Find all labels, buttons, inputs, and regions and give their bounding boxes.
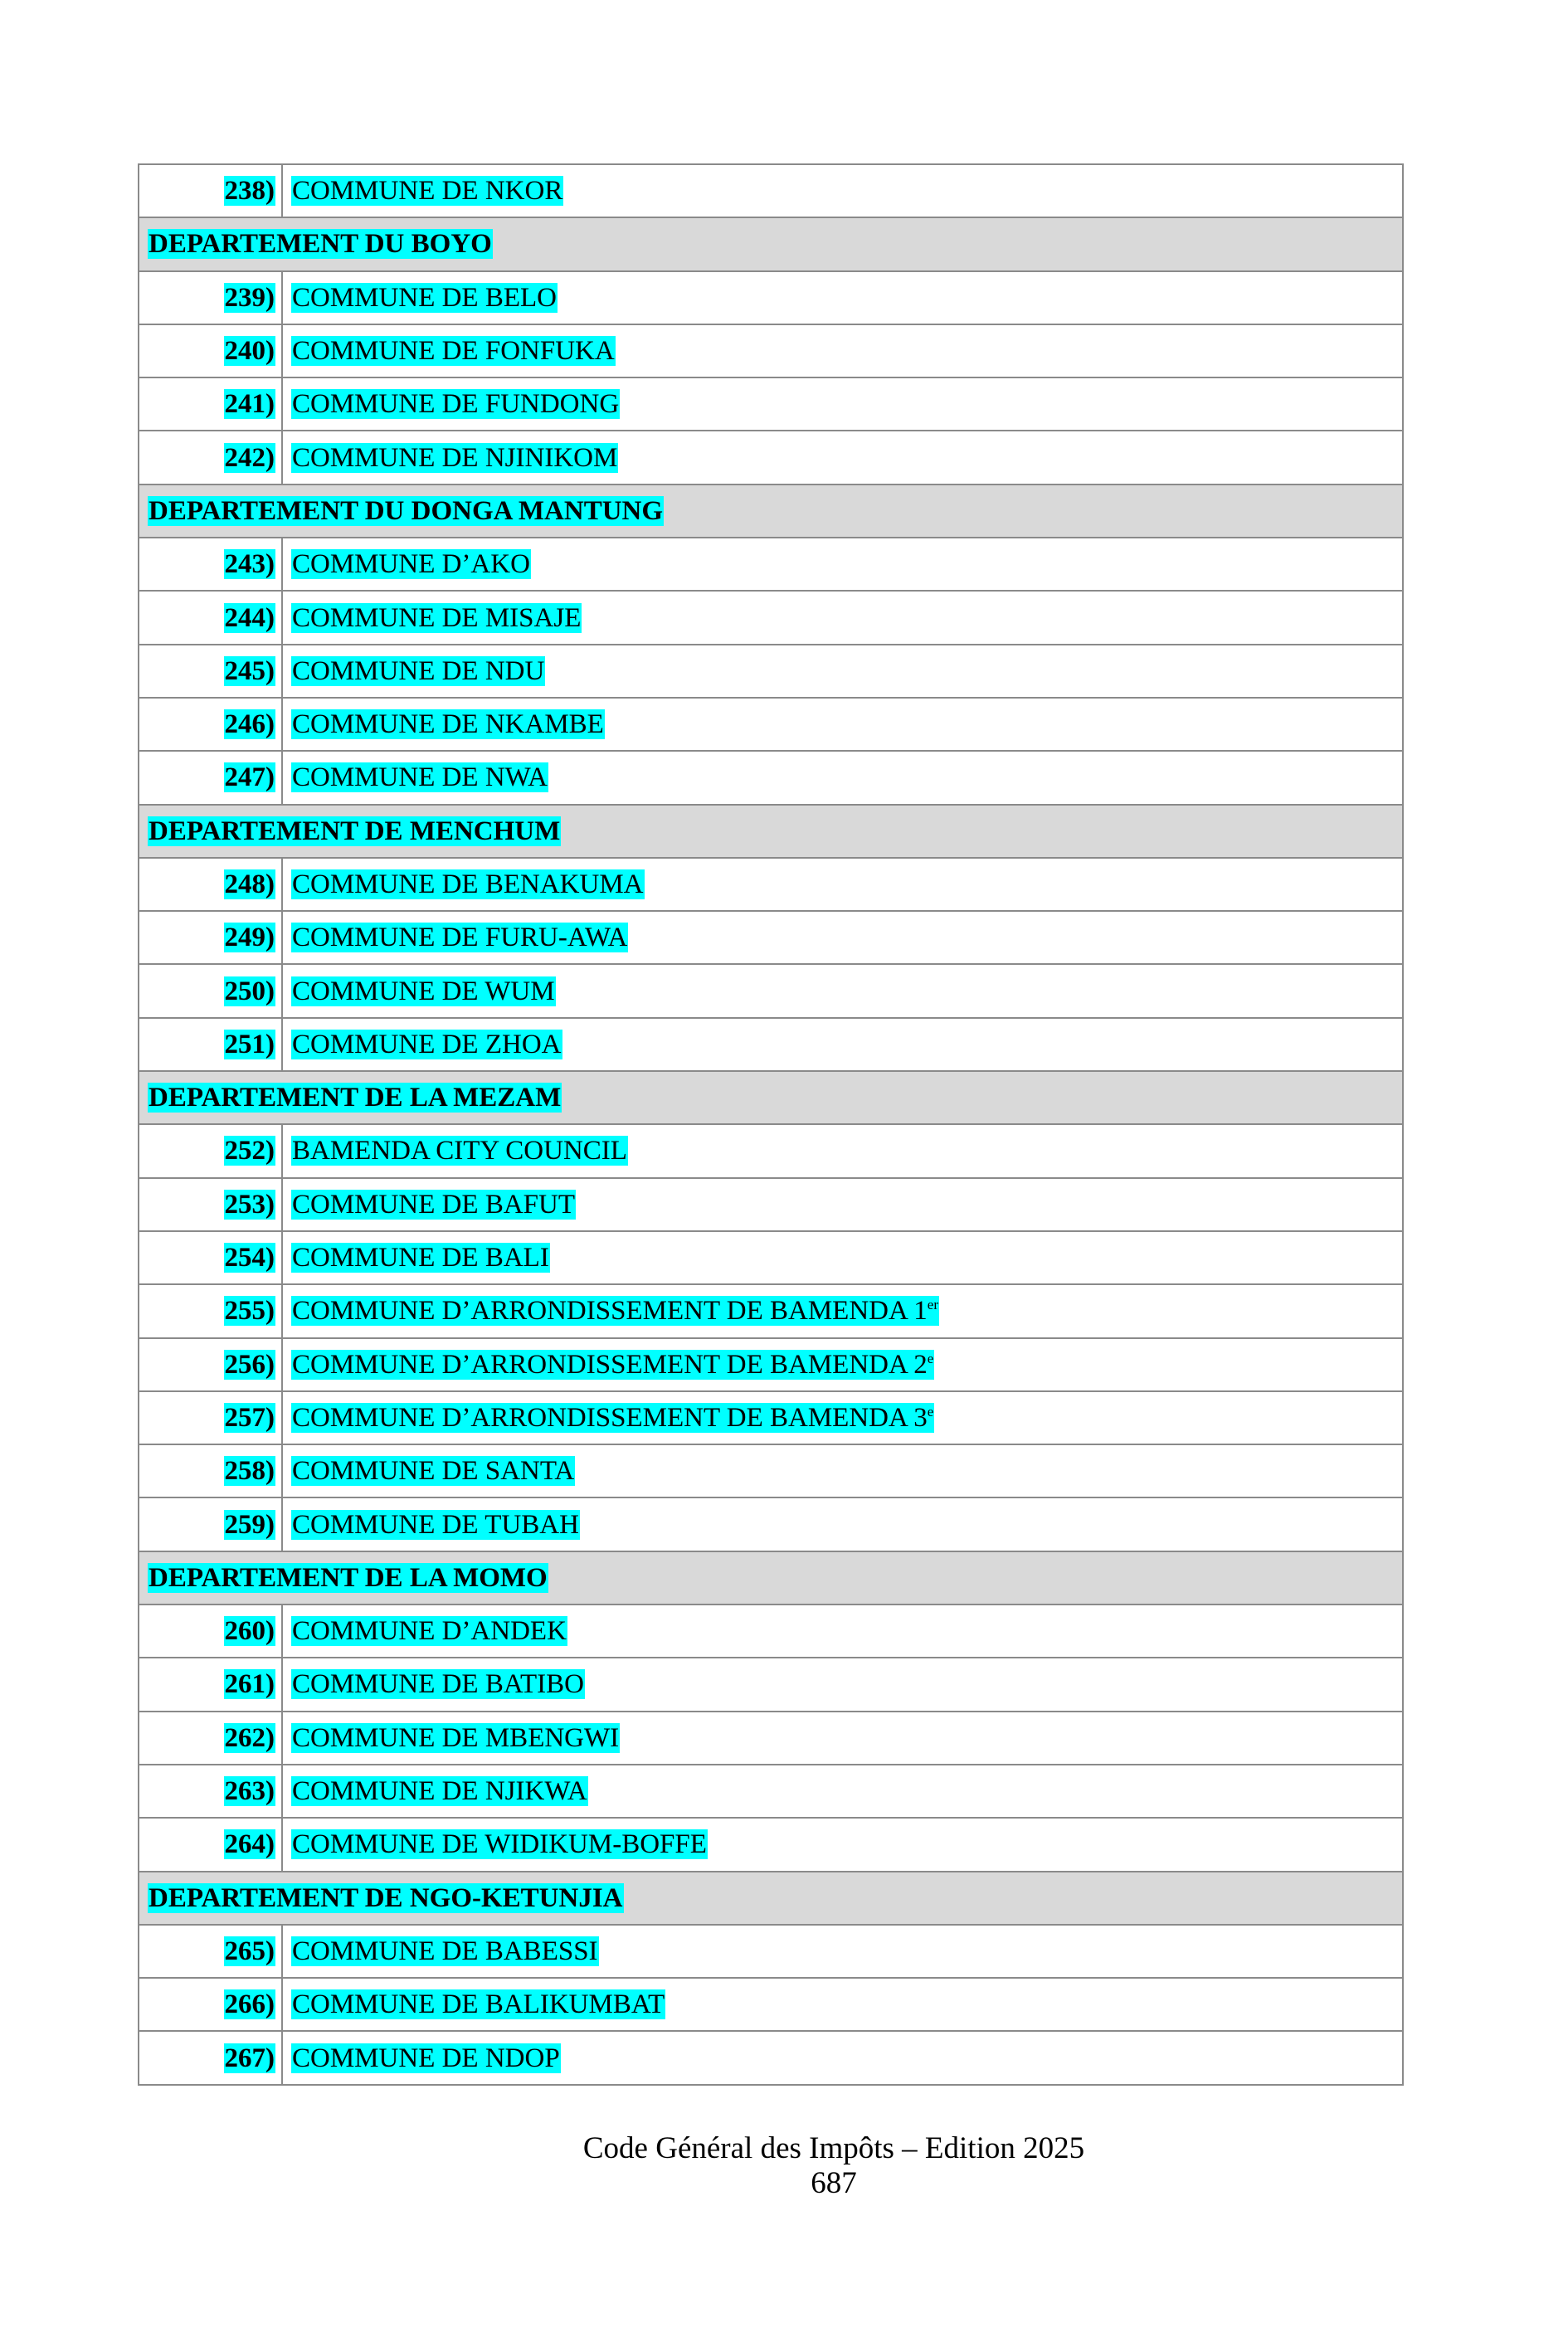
number-cell (139, 1712, 283, 1764)
commune-row (139, 538, 1402, 592)
commune-name: COMMUNE DE NWA (292, 762, 548, 793)
commune-name-highlight (291, 1456, 575, 1486)
commune-name-highlight (291, 1030, 562, 1059)
commune-name: COMMUNE D’AKO (292, 549, 530, 580)
commune-number: 248) (224, 869, 275, 899)
name-cell (283, 1339, 934, 1390)
commune-name: COMMUNE DE BALIKUMBAT (292, 1989, 665, 2020)
commune-name: COMMUNE DE BAFUT (292, 1189, 576, 1220)
commune-row (139, 1658, 1402, 1712)
commune-name-highlight (291, 1616, 567, 1646)
commune-row (139, 325, 1402, 378)
department-header-row (139, 1552, 1402, 1605)
commune-name: COMMUNE DE FONFUKA (292, 336, 615, 367)
commune-name: COMMUNE DE NDOP (292, 2043, 560, 2073)
number-cell (139, 1765, 283, 1817)
commune-row (139, 699, 1402, 752)
number-cell (139, 965, 283, 1016)
department-label: DEPARTEMENT DE NGO-KETUNJIA (149, 1882, 623, 1913)
name-cell (283, 1605, 567, 1657)
commune-number: 264) (224, 1829, 275, 1860)
name-cell (283, 912, 628, 963)
commune-name-highlight (291, 923, 628, 952)
commune-number: 265) (224, 1936, 275, 1966)
name-cell (283, 645, 545, 697)
commune-name: COMMUNE DE WUM (292, 976, 555, 1006)
commune-number: 247) (224, 762, 275, 793)
commune-number: 259) (224, 1509, 275, 1540)
ordinal-superscript: e (927, 1403, 934, 1419)
number-cell (139, 752, 283, 803)
number-cell (139, 1979, 283, 2030)
number-cell (139, 1658, 283, 1710)
commune-name-highlight (291, 176, 563, 206)
commune-name: COMMUNE DE BALI (292, 1243, 549, 1273)
name-cell (283, 1765, 588, 1817)
commune-name: COMMUNE DE MBENGWI (292, 1722, 620, 1753)
commune-number: 256) (224, 1349, 275, 1380)
department-header-row (139, 806, 1402, 859)
commune-name: COMMUNE DE NKAMBE (292, 709, 604, 740)
commune-name: COMMUNE DE FUNDONG (292, 389, 620, 420)
commune-name: COMMUNE DE ZHOA (292, 1029, 562, 1059)
name-cell (283, 1179, 576, 1230)
commune-number: 253) (224, 1189, 275, 1220)
number-cell (139, 1179, 283, 1230)
name-cell (283, 1445, 575, 1497)
commune-number: 238) (224, 176, 275, 207)
commune-name-highlight (291, 1723, 620, 1753)
commune-name: COMMUNE DE BENAKUMA (292, 869, 644, 899)
commune-row (139, 912, 1402, 965)
commune-number: 246) (224, 709, 275, 740)
commune-number: 249) (224, 923, 275, 953)
commune-name-highlight (291, 1936, 599, 1966)
commune-number: 239) (224, 282, 275, 313)
commune-number: 257) (224, 1402, 275, 1433)
commune-name-highlight (291, 549, 531, 579)
commune-name-highlight (291, 1190, 576, 1220)
number-cell (139, 859, 283, 910)
name-cell (283, 378, 620, 430)
commune-name-highlight (291, 2043, 561, 2073)
commune-name: COMMUNE DE BATIBO (292, 1669, 585, 1700)
commune-name: COMMUNE DE NJINIKOM (292, 442, 618, 473)
commune-name: COMMUNE DE MISAJE (292, 602, 582, 633)
commune-row (139, 1498, 1402, 1551)
number-cell (139, 1926, 283, 1977)
commune-row (139, 378, 1402, 431)
commune-name: COMMUNE D’ANDEK (292, 1616, 567, 1647)
department-header-row (139, 1872, 1402, 1926)
commune-row (139, 1445, 1402, 1498)
number-cell (139, 699, 283, 750)
commune-name: COMMUNE DE BELO (292, 282, 557, 313)
commune-name-highlight (291, 869, 645, 899)
commune-row (139, 1926, 1402, 1979)
commune-name-highlight (291, 1403, 934, 1433)
commune-number: 255) (224, 1296, 275, 1327)
commune-number: 266) (224, 1989, 275, 2020)
commune-row (139, 1125, 1402, 1178)
commune-name: BAMENDA CITY COUNCIL (292, 1136, 627, 1166)
commune-name: COMMUNE DE FURU-AWA (292, 923, 628, 953)
commune-name-highlight (291, 443, 618, 473)
name-cell (283, 1926, 599, 1977)
commune-row (139, 272, 1402, 325)
number-cell (139, 1498, 283, 1550)
name-cell (283, 1658, 585, 1710)
number-cell (139, 1445, 283, 1497)
commune-row (139, 1979, 1402, 2032)
number-cell (139, 645, 283, 697)
department-header-row (139, 218, 1402, 271)
number-cell (139, 538, 283, 590)
commune-row (139, 859, 1402, 912)
name-cell (283, 538, 531, 590)
commune-number: 245) (224, 655, 275, 686)
commune-name-highlight (291, 656, 545, 686)
commune-row (139, 1285, 1402, 1338)
number-cell (139, 1232, 283, 1283)
commune-row (139, 2032, 1402, 2085)
commune-name-highlight (291, 1510, 580, 1540)
name-cell (283, 1392, 934, 1444)
commune-name-highlight (291, 1136, 628, 1166)
name-cell (283, 165, 563, 217)
department-label: DEPARTEMENT DU BOYO (149, 229, 492, 260)
commune-number: 262) (224, 1722, 275, 1753)
commune-number: 261) (224, 1669, 275, 1700)
name-cell (283, 1712, 620, 1764)
number-cell (139, 325, 283, 377)
commune-number: 260) (224, 1616, 275, 1647)
department-label: DEPARTEMENT DE LA MOMO (149, 1562, 548, 1593)
commune-name: COMMUNE D’ARRONDISSEMENT DE BAMENDA 3 (292, 1402, 928, 1433)
commune-name: COMMUNE DE NDU (292, 655, 545, 686)
page-number: 687 (811, 2166, 857, 2200)
name-cell (283, 1979, 665, 2030)
commune-row (139, 1392, 1402, 1445)
commune-name: COMMUNE DE BABESSI (292, 1936, 598, 1966)
number-cell (139, 431, 283, 483)
commune-name: COMMUNE DE NJIKWA (292, 1776, 587, 1807)
commune-number: 252) (224, 1136, 275, 1166)
number-cell (139, 1125, 283, 1176)
number-cell (139, 378, 283, 430)
commune-name-highlight (291, 1296, 939, 1326)
commune-name-highlight (291, 1829, 708, 1859)
number-cell (139, 1605, 283, 1657)
name-cell (283, 965, 556, 1016)
commune-row (139, 165, 1402, 218)
name-cell (283, 592, 582, 643)
commune-row (139, 1712, 1402, 1765)
communes-table (138, 163, 1404, 2086)
commune-number: 240) (224, 336, 275, 367)
number-cell (139, 592, 283, 643)
commune-number: 251) (224, 1029, 275, 1059)
commune-row (139, 1179, 1402, 1232)
commune-number: 263) (224, 1776, 275, 1807)
commune-name-highlight (291, 283, 558, 313)
commune-number: 244) (224, 602, 275, 633)
name-cell (283, 1232, 550, 1283)
commune-row (139, 1819, 1402, 1872)
department-header-row (139, 1072, 1402, 1125)
commune-name-highlight (291, 389, 620, 419)
commune-row (139, 1232, 1402, 1285)
commune-name-highlight (291, 976, 556, 1006)
commune-name-highlight (291, 1776, 588, 1806)
number-cell (139, 1285, 283, 1337)
commune-name: COMMUNE D’ARRONDISSEMENT DE BAMENDA 2 (292, 1349, 928, 1380)
commune-name-highlight (291, 1350, 934, 1380)
commune-name: COMMUNE DE WIDIKUM-BOFFE (292, 1829, 707, 1860)
number-cell (139, 1392, 283, 1444)
commune-number: 254) (224, 1243, 275, 1273)
ordinal-superscript: er (927, 1297, 938, 1313)
number-cell (139, 165, 283, 217)
number-cell (139, 272, 283, 324)
commune-row (139, 752, 1402, 805)
number-cell (139, 1819, 283, 1870)
commune-name: COMMUNE D’ARRONDISSEMENT DE BAMENDA 1 (292, 1296, 928, 1327)
number-cell (139, 1019, 283, 1070)
commune-name-highlight (291, 709, 605, 739)
name-cell (283, 1125, 628, 1176)
commune-row (139, 431, 1402, 485)
department-label: DEPARTEMENT DE MENCHUM (149, 816, 561, 846)
department-label: DEPARTEMENT DE LA MEZAM (149, 1083, 562, 1113)
name-cell (283, 431, 618, 483)
name-cell (283, 325, 616, 377)
commune-name-highlight (291, 1989, 665, 2019)
number-cell (139, 912, 283, 963)
commune-name: COMMUNE DE TUBAH (292, 1509, 579, 1540)
name-cell (283, 1498, 580, 1550)
commune-number: 242) (224, 442, 275, 473)
commune-name-highlight (291, 603, 582, 633)
commune-number: 243) (224, 549, 275, 580)
commune-row (139, 1605, 1402, 1658)
commune-number: 250) (224, 976, 275, 1006)
commune-name: COMMUNE DE SANTA (292, 1456, 575, 1487)
commune-name-highlight (291, 1669, 585, 1699)
commune-row (139, 1765, 1402, 1819)
commune-row (139, 645, 1402, 699)
name-cell (283, 859, 645, 910)
name-cell (283, 1285, 939, 1337)
commune-row (139, 1019, 1402, 1072)
name-cell (283, 699, 605, 750)
commune-number: 241) (224, 389, 275, 420)
name-cell (283, 272, 558, 324)
name-cell (283, 1819, 708, 1870)
commune-row (139, 1339, 1402, 1392)
department-label: DEPARTEMENT DU DONGA MANTUNG (149, 495, 664, 526)
footer-title: Code Général des Impôts – Edition 2025 (582, 2131, 1085, 2165)
name-cell (283, 752, 548, 803)
number-cell (139, 2032, 283, 2083)
department-header-row (139, 485, 1402, 538)
commune-row (139, 965, 1402, 1018)
commune-name-highlight (291, 762, 548, 792)
ordinal-superscript: e (927, 1350, 934, 1366)
commune-number: 258) (224, 1456, 275, 1487)
commune-row (139, 592, 1402, 645)
name-cell (283, 1019, 562, 1070)
number-cell (139, 1339, 283, 1390)
commune-name-highlight (291, 336, 616, 366)
commune-number: 267) (224, 2043, 275, 2073)
name-cell (283, 2032, 561, 2083)
commune-name: COMMUNE DE NKOR (292, 176, 563, 207)
commune-name-highlight (291, 1243, 550, 1273)
